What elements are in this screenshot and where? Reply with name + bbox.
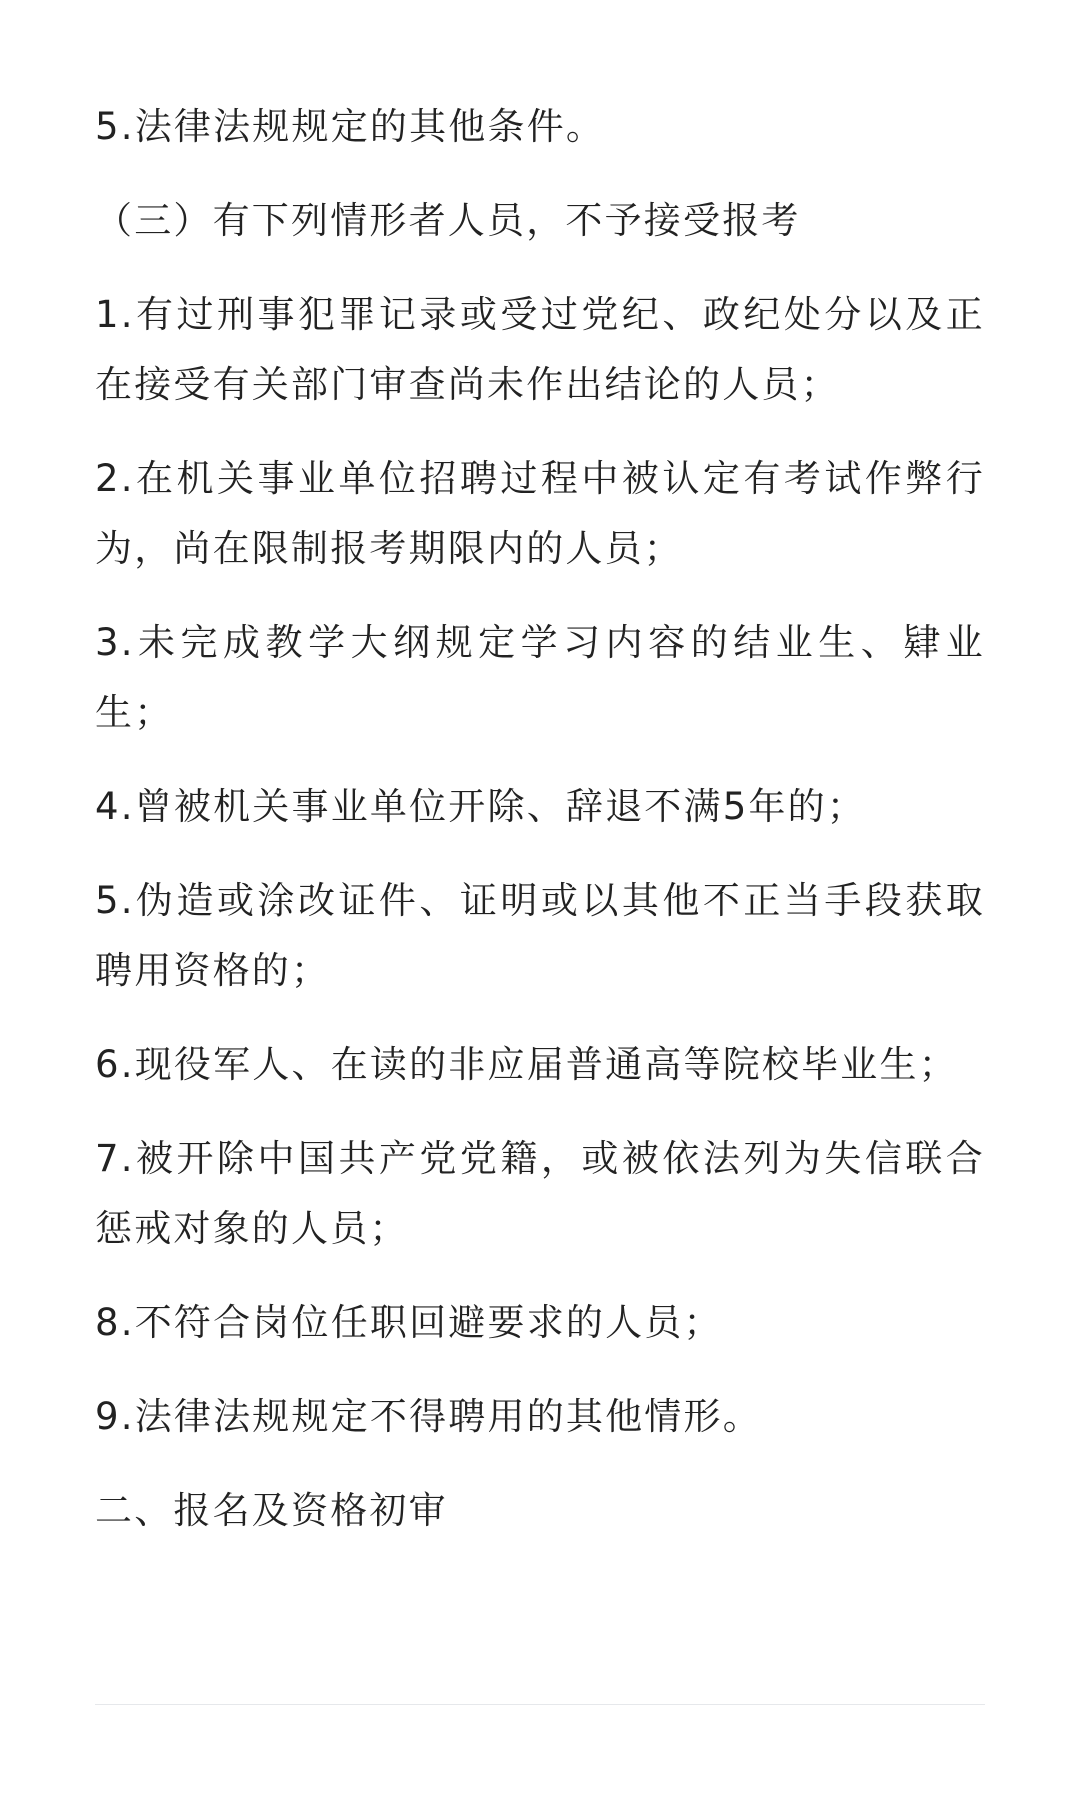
paragraph-condition-5: 5.法律法规规定的其他条件。 — [95, 105, 606, 148]
exclusion-item-4: 4.曾被机关事业单位开除、辞退不满5年的； — [95, 785, 867, 828]
section-heading-exclusions: （三）有下列情形者人员，不予接受报考 — [95, 199, 801, 242]
section-heading-registration: 二、报名及资格初审 — [95, 1489, 448, 1532]
exclusion-item-8: 8.不符合岗位任职回避要求的人员； — [95, 1301, 723, 1344]
exclusion-item-9: 9.法律法规规定不得聘用的其他情形。 — [95, 1395, 762, 1438]
exclusion-item-2: 2.在机关事业单位招聘过程中被认定有考试作弊行为，尚在限制报考期限内的人员； — [95, 457, 985, 570]
exclusion-item-7: 7.被开除中国共产党党籍，或被依法列为失信联合惩戒对象的人员； — [95, 1137, 985, 1250]
article-body — [95, 92, 985, 1546]
exclusion-item-3: 3.未完成教学大纲规定学习内容的结业生、肄业生； — [95, 621, 985, 734]
exclusion-item-5: 5.伪造或涂改证件、证明或以其他不正当手段获取聘用资格的； — [95, 879, 985, 992]
exclusion-item-6: 6.现役军人、在读的非应届普通高等院校毕业生； — [95, 1043, 958, 1086]
exclusion-item-1: 1.有过刑事犯罪记录或受过党纪、政纪处分以及正在接受有关部门审查尚未作出结论的人员； — [95, 293, 985, 406]
content-divider — [95, 1704, 985, 1705]
